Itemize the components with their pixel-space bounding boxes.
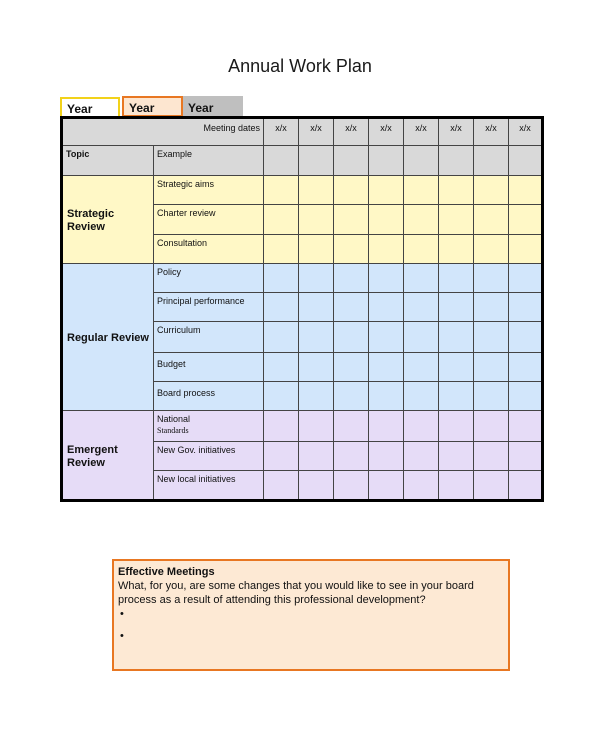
grid-cell[interactable] xyxy=(439,146,474,176)
grid-cell[interactable] xyxy=(369,411,404,441)
grid-cell[interactable] xyxy=(404,470,439,500)
item-label: Consultation xyxy=(154,234,264,263)
date-cell[interactable]: x/x xyxy=(474,118,509,146)
table-row xyxy=(62,263,543,292)
grid-cell[interactable] xyxy=(299,234,334,263)
item-label: New local initiatives xyxy=(154,470,264,500)
grid-cell[interactable] xyxy=(404,322,439,353)
grid-cell[interactable] xyxy=(439,176,474,205)
grid-cell[interactable] xyxy=(264,263,299,292)
grid-cell[interactable] xyxy=(509,292,543,321)
item-label-standards: Standards xyxy=(157,426,189,436)
grid-cell[interactable] xyxy=(439,353,474,382)
grid-cell[interactable] xyxy=(474,470,509,500)
grid-cell[interactable] xyxy=(439,322,474,353)
grid-cell[interactable] xyxy=(509,322,543,353)
grid-cell[interactable] xyxy=(334,441,369,470)
grid-cell[interactable] xyxy=(474,146,509,176)
topic-row xyxy=(62,146,543,176)
grid-cell[interactable] xyxy=(299,411,334,441)
grid-cell[interactable] xyxy=(334,411,369,441)
grid-cell[interactable] xyxy=(264,205,299,234)
grid-cell[interactable] xyxy=(509,205,543,234)
grid-cell[interactable] xyxy=(264,411,299,441)
grid-cell[interactable] xyxy=(299,322,334,353)
grid-cell[interactable] xyxy=(299,353,334,382)
grid-cell[interactable] xyxy=(474,441,509,470)
grid-cell[interactable] xyxy=(369,382,404,411)
grid-cell[interactable] xyxy=(369,353,404,382)
grid-cell[interactable] xyxy=(404,292,439,321)
grid-cell[interactable] xyxy=(369,176,404,205)
grid-cell[interactable] xyxy=(509,176,543,205)
grid-cell[interactable] xyxy=(404,146,439,176)
grid-cell[interactable] xyxy=(264,470,299,500)
grid-cell[interactable] xyxy=(264,234,299,263)
grid-cell[interactable] xyxy=(474,322,509,353)
bullet-item[interactable]: • xyxy=(120,630,124,642)
date-cell[interactable]: x/x xyxy=(404,118,439,146)
item-label: Policy xyxy=(154,263,264,292)
grid-cell[interactable] xyxy=(334,205,369,234)
grid-cell[interactable] xyxy=(474,205,509,234)
grid-cell[interactable] xyxy=(404,441,439,470)
date-cell[interactable]: x/x xyxy=(334,118,369,146)
grid-cell[interactable] xyxy=(369,470,404,500)
grid-cell[interactable] xyxy=(404,353,439,382)
grid-cell[interactable] xyxy=(334,322,369,353)
grid-cell[interactable] xyxy=(474,263,509,292)
date-cell[interactable]: x/x xyxy=(439,118,474,146)
grid-cell[interactable] xyxy=(404,411,439,441)
tab-year-2[interactable]: Year xyxy=(122,96,183,117)
grid-cell[interactable] xyxy=(439,205,474,234)
grid-cell[interactable] xyxy=(264,176,299,205)
grid-cell[interactable] xyxy=(334,382,369,411)
grid-cell[interactable] xyxy=(369,205,404,234)
grid-cell[interactable] xyxy=(334,176,369,205)
grid-cell[interactable] xyxy=(299,470,334,500)
grid-cell[interactable] xyxy=(439,470,474,500)
table-row xyxy=(62,411,543,441)
grid-cell[interactable] xyxy=(299,441,334,470)
item-label-national: National xyxy=(157,414,191,425)
grid-cell[interactable] xyxy=(299,205,334,234)
grid-cell[interactable] xyxy=(509,382,543,411)
date-cell[interactable]: x/x xyxy=(369,118,404,146)
table-row xyxy=(62,176,543,205)
grid-cell[interactable] xyxy=(334,292,369,321)
grid-cell[interactable] xyxy=(369,322,404,353)
grid-cell[interactable] xyxy=(264,441,299,470)
grid-cell[interactable] xyxy=(404,263,439,292)
grid-cell[interactable] xyxy=(404,382,439,411)
work-plan-table xyxy=(60,116,544,502)
grid-cell[interactable] xyxy=(369,441,404,470)
grid-cell[interactable] xyxy=(509,470,543,500)
grid-cell[interactable] xyxy=(474,411,509,441)
grid-cell[interactable] xyxy=(334,234,369,263)
grid-cell[interactable] xyxy=(474,292,509,321)
tab-year-1[interactable]: Year xyxy=(60,97,120,117)
grid-cell[interactable] xyxy=(299,263,334,292)
grid-cell[interactable] xyxy=(264,292,299,321)
grid-cell[interactable] xyxy=(264,146,299,176)
grid-cell[interactable] xyxy=(334,263,369,292)
grid-cell[interactable] xyxy=(299,292,334,321)
grid-cell[interactable] xyxy=(264,353,299,382)
date-cell[interactable]: x/x xyxy=(264,118,299,146)
grid-cell[interactable] xyxy=(439,234,474,263)
effective-meetings-heading: Effective Meetings xyxy=(118,566,215,578)
header-row xyxy=(62,118,543,146)
grid-cell[interactable] xyxy=(404,205,439,234)
item-label: Principal performance xyxy=(154,292,264,321)
bullet-item[interactable]: • xyxy=(120,608,124,620)
grid-cell[interactable] xyxy=(474,382,509,411)
effective-meetings-box xyxy=(112,559,510,671)
meeting-dates-label: Meeting dates xyxy=(62,118,264,146)
item-label: New Gov. initiatives xyxy=(154,441,264,470)
grid-cell[interactable] xyxy=(509,234,543,263)
grid-cell[interactable] xyxy=(474,176,509,205)
group-label-strategic-review: Strategic Review xyxy=(62,176,154,263)
grid-cell[interactable] xyxy=(474,353,509,382)
item-label: Board process xyxy=(154,382,264,411)
item-label: Curriculum xyxy=(154,322,264,353)
effective-meetings-question: What, for you, are some changes that you would like to see in your board process as a result of attending this professional development? xyxy=(118,580,474,606)
item-label: Charter review xyxy=(154,205,264,234)
grid-cell[interactable] xyxy=(509,263,543,292)
group-label-emergent-review: Emergent Review xyxy=(62,411,154,501)
grid-cell[interactable] xyxy=(439,263,474,292)
date-cell[interactable]: x/x xyxy=(509,118,543,146)
date-cell[interactable]: x/x xyxy=(299,118,334,146)
grid-cell[interactable] xyxy=(439,441,474,470)
example-label: Example xyxy=(154,146,264,176)
grid-cell[interactable] xyxy=(474,234,509,263)
grid-cell[interactable] xyxy=(369,292,404,321)
grid-cell[interactable] xyxy=(334,146,369,176)
item-label: Strategic aims xyxy=(154,176,264,205)
grid-cell[interactable] xyxy=(334,353,369,382)
grid-cell[interactable] xyxy=(439,411,474,441)
grid-cell[interactable] xyxy=(264,382,299,411)
grid-cell[interactable] xyxy=(299,146,334,176)
grid-cell[interactable] xyxy=(509,411,543,441)
grid-cell[interactable] xyxy=(369,146,404,176)
item-label: Budget xyxy=(154,353,264,382)
grid-cell[interactable] xyxy=(439,382,474,411)
grid-cell[interactable] xyxy=(264,322,299,353)
grid-cell[interactable] xyxy=(299,382,334,411)
item-label xyxy=(154,411,264,441)
grid-cell[interactable] xyxy=(509,441,543,470)
page-title: Annual Work Plan xyxy=(228,56,372,76)
grid-cell[interactable] xyxy=(334,470,369,500)
topic-label: Topic xyxy=(62,146,154,176)
grid-cell[interactable] xyxy=(404,176,439,205)
grid-cell[interactable] xyxy=(509,146,543,176)
grid-cell[interactable] xyxy=(404,234,439,263)
grid-cell[interactable] xyxy=(369,263,404,292)
grid-cell[interactable] xyxy=(369,234,404,263)
tab-year-3[interactable]: Year xyxy=(183,96,243,117)
grid-cell[interactable] xyxy=(509,353,543,382)
group-label-regular-review: Regular Review xyxy=(62,263,154,411)
grid-cell[interactable] xyxy=(299,176,334,205)
grid-cell[interactable] xyxy=(439,292,474,321)
